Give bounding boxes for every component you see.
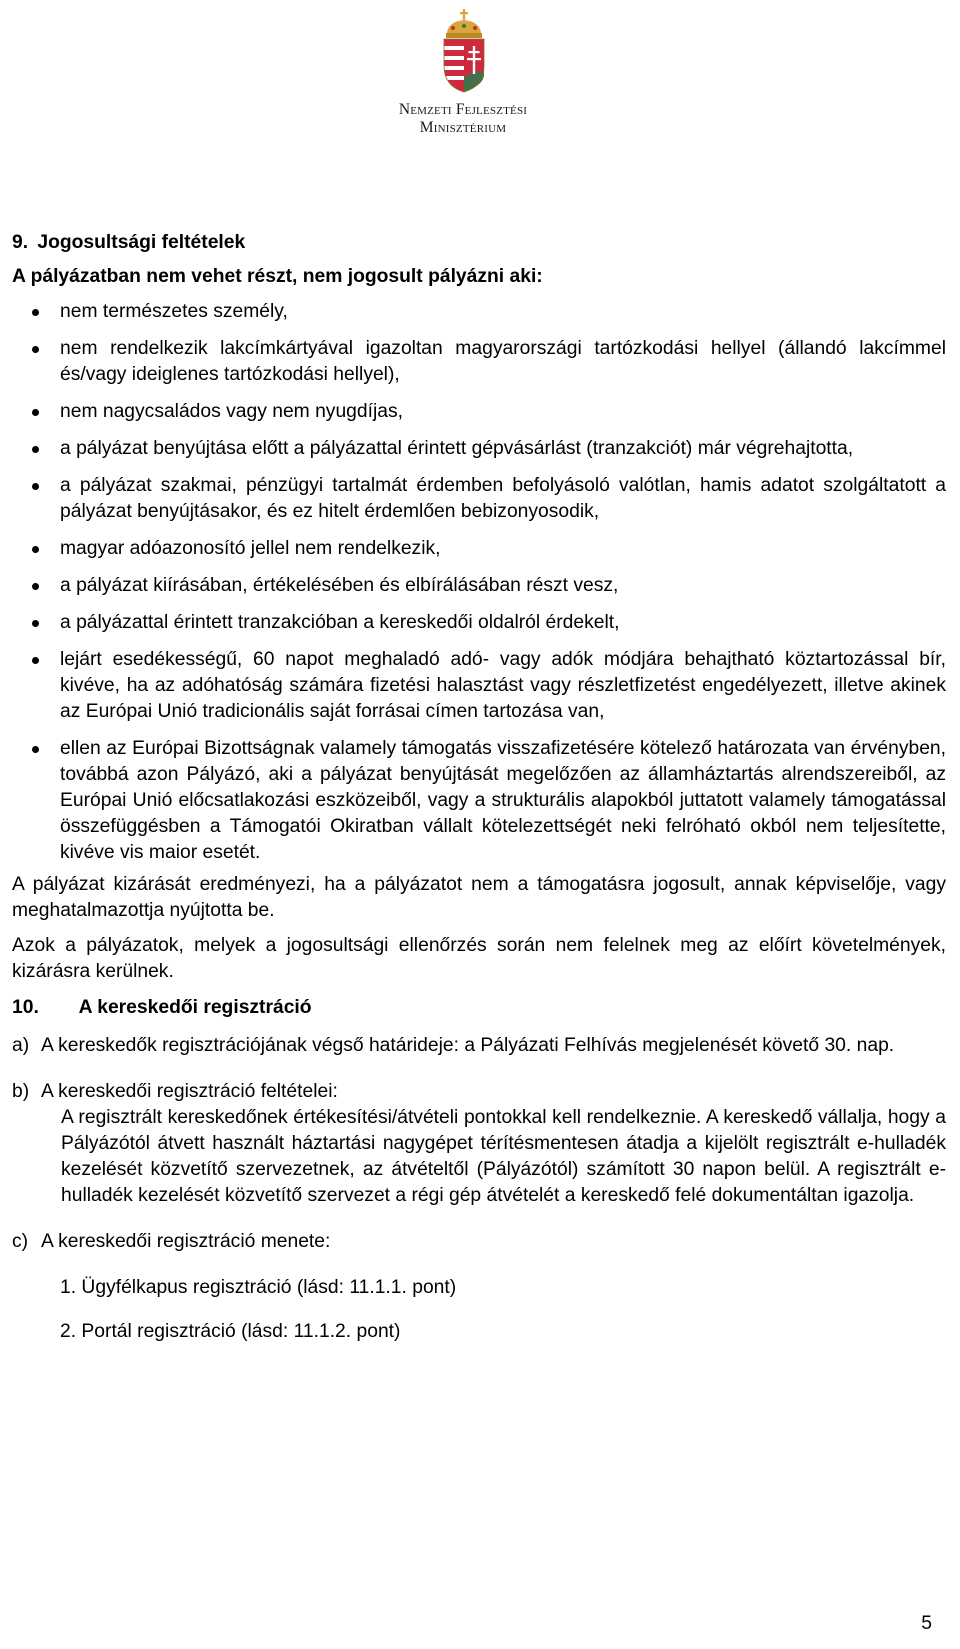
ministry-name-line1: Nemzeti Fejlesztési <box>398 101 528 118</box>
section-9-title: Jogosultsági feltételek <box>37 232 246 253</box>
subsection-a <box>12 1033 946 1059</box>
section-9-number: 9. <box>12 232 29 253</box>
list-item-text: lejárt esedékességű, 60 napot meghaladó adó- vagy adók módjára behajtható köztartozással bír, kivéve, ha az adóhatóság számára fizetési halasztást vagy részletfizetést engedélyezett, illetve akinek az Európai Unió tradicionális saját forrásai címen tartozása van, <box>60 649 946 722</box>
exclusion-paragraph: A pályázat kizárását eredményezi, ha a pályázatot nem a támogatásra jogosult, annak képviselője, vagy meghatalmazottja nyújtotta be. <box>12 874 946 921</box>
list-item-text: a pályázat kiírásában, értékelésében és elbírálásában részt vesz, <box>60 575 619 596</box>
subsection-c <box>12 1229 946 1255</box>
subsection-a-text: A kereskedők regisztrációjának végső határideje: a Pályázati Felhívás megjelenését követő 30. nap. <box>41 1035 895 1056</box>
eligibility-intro: A pályázatban nem vehet részt, nem jogosult pályázni aki: <box>12 266 543 287</box>
subsection-b-heading: A kereskedői regisztráció feltételei: <box>41 1081 338 1102</box>
bullet-icon <box>32 546 39 553</box>
subsection-b <box>12 1079 946 1209</box>
list-item-text: magyar adóazonosító jellel nem rendelkezik, <box>60 538 441 559</box>
ministry-name-line2: Minisztérium <box>419 119 507 136</box>
list-item <box>12 610 946 636</box>
list-item: 1. Ügyfélkapus regisztráció (lásd: 11.1.1. pont) <box>60 1277 457 1298</box>
bullet-icon <box>32 583 39 590</box>
list-item-text: ellen az Európai Bizottságnak valamely támogatás visszafizetésére kötelező határozata van érvényben, továbbá azon Pályázó, aki a pályázat benyújtását megelőzően az államháztartás alrendszereiből, az Európai Unió előcsatlakozási eszközeiből, vagy a strukturális alapokból juttatott valamely támogatással összefüggésben a Támogatói Okiratban vállalt kötelezettségét neki felróható okból nem teljesítette, kivéve vis maior esetét. <box>60 738 946 863</box>
bullet-icon <box>32 620 39 627</box>
bullet-icon <box>32 446 39 453</box>
section-10-title: A kereskedői regisztráció <box>78 997 312 1018</box>
list-item-text: a pályázattal érintett tranzakcióban a kereskedői oldalról érdekelt, <box>60 612 620 633</box>
list-item: 2. Portál regisztráció (lásd: 11.1.2. pont) <box>60 1321 401 1342</box>
list-item <box>12 647 946 725</box>
subsection-b-marker: b) <box>12 1081 30 1102</box>
section-10-heading <box>12 995 946 1021</box>
list-item-text: a pályázat szakmai, pénzügyi tartalmát érdemben befolyásoló valótlan, hamis adatot szolgáltatott a pályázat benyújtásakor, és ez hitelt érdemlően bebizonyosodik, <box>60 475 946 522</box>
registration-steps <box>60 1275 946 1345</box>
section-10-number: 10. <box>12 997 39 1018</box>
list-item <box>12 573 946 599</box>
ministry-logo <box>383 6 543 144</box>
list-item-text: a pályázat benyújtása előtt a pályázattal érintett gépvásárlást (tranzakciót) már végrehajtotta, <box>60 438 854 459</box>
list-item <box>12 436 946 462</box>
requirements-paragraph: Azok a pályázatok, melyek a jogosultsági ellenőrzés során nem felelnek meg az előírt követelmények, kizárásra kerülnek. <box>12 935 946 982</box>
document-body <box>12 230 946 1363</box>
subsection-a-marker: a) <box>12 1035 30 1056</box>
bullet-icon <box>32 409 39 416</box>
bullet-icon <box>32 483 39 490</box>
list-item <box>12 473 946 525</box>
list-item-text: nem nagycsaládos vagy nem nyugdíjas, <box>60 401 403 422</box>
subsection-c-marker: c) <box>12 1231 29 1252</box>
bullet-icon <box>32 657 39 664</box>
section-9-heading <box>12 230 946 256</box>
list-item <box>12 736 946 866</box>
bullet-icon <box>32 746 39 753</box>
list-item <box>12 399 946 425</box>
page-number: 5 <box>921 1613 932 1634</box>
bullet-icon <box>32 346 39 353</box>
list-item <box>12 336 946 388</box>
list-item-text: nem természetes személy, <box>60 301 288 322</box>
list-item <box>12 299 946 325</box>
ministry-name <box>383 101 543 137</box>
bullet-icon <box>32 309 39 316</box>
list-item <box>12 536 946 562</box>
hungarian-crest-icon <box>439 6 489 96</box>
subsection-b-text: A regisztrált kereskedőnek értékesítési/átvételi pontokkal kell rendelkeznie. A kereskedő vállalja, hogy a Pályázótól átvett használt háztartási nagygépet térítésmentesen átadja a kijelölt regisztrált e-hulladék kezelését közvetítő szervezetnek, az átvételtől (Pályázótól) számított 30 napon belül. A regisztrált e-hulladék kezelését közvetítő szervezet a régi gép átvételét a kereskedő felé dokumentáltan igazolja. <box>61 1107 946 1206</box>
list-item-text: nem rendelkezik lakcímkártyával igazoltan magyarországi tartózkodási hellyel (állandó lakcímmel és/vagy ideiglenes tartózkodási hellyel), <box>60 338 946 385</box>
exclusion-list <box>12 299 946 866</box>
subsection-c-heading: A kereskedői regisztráció menete: <box>41 1231 331 1252</box>
